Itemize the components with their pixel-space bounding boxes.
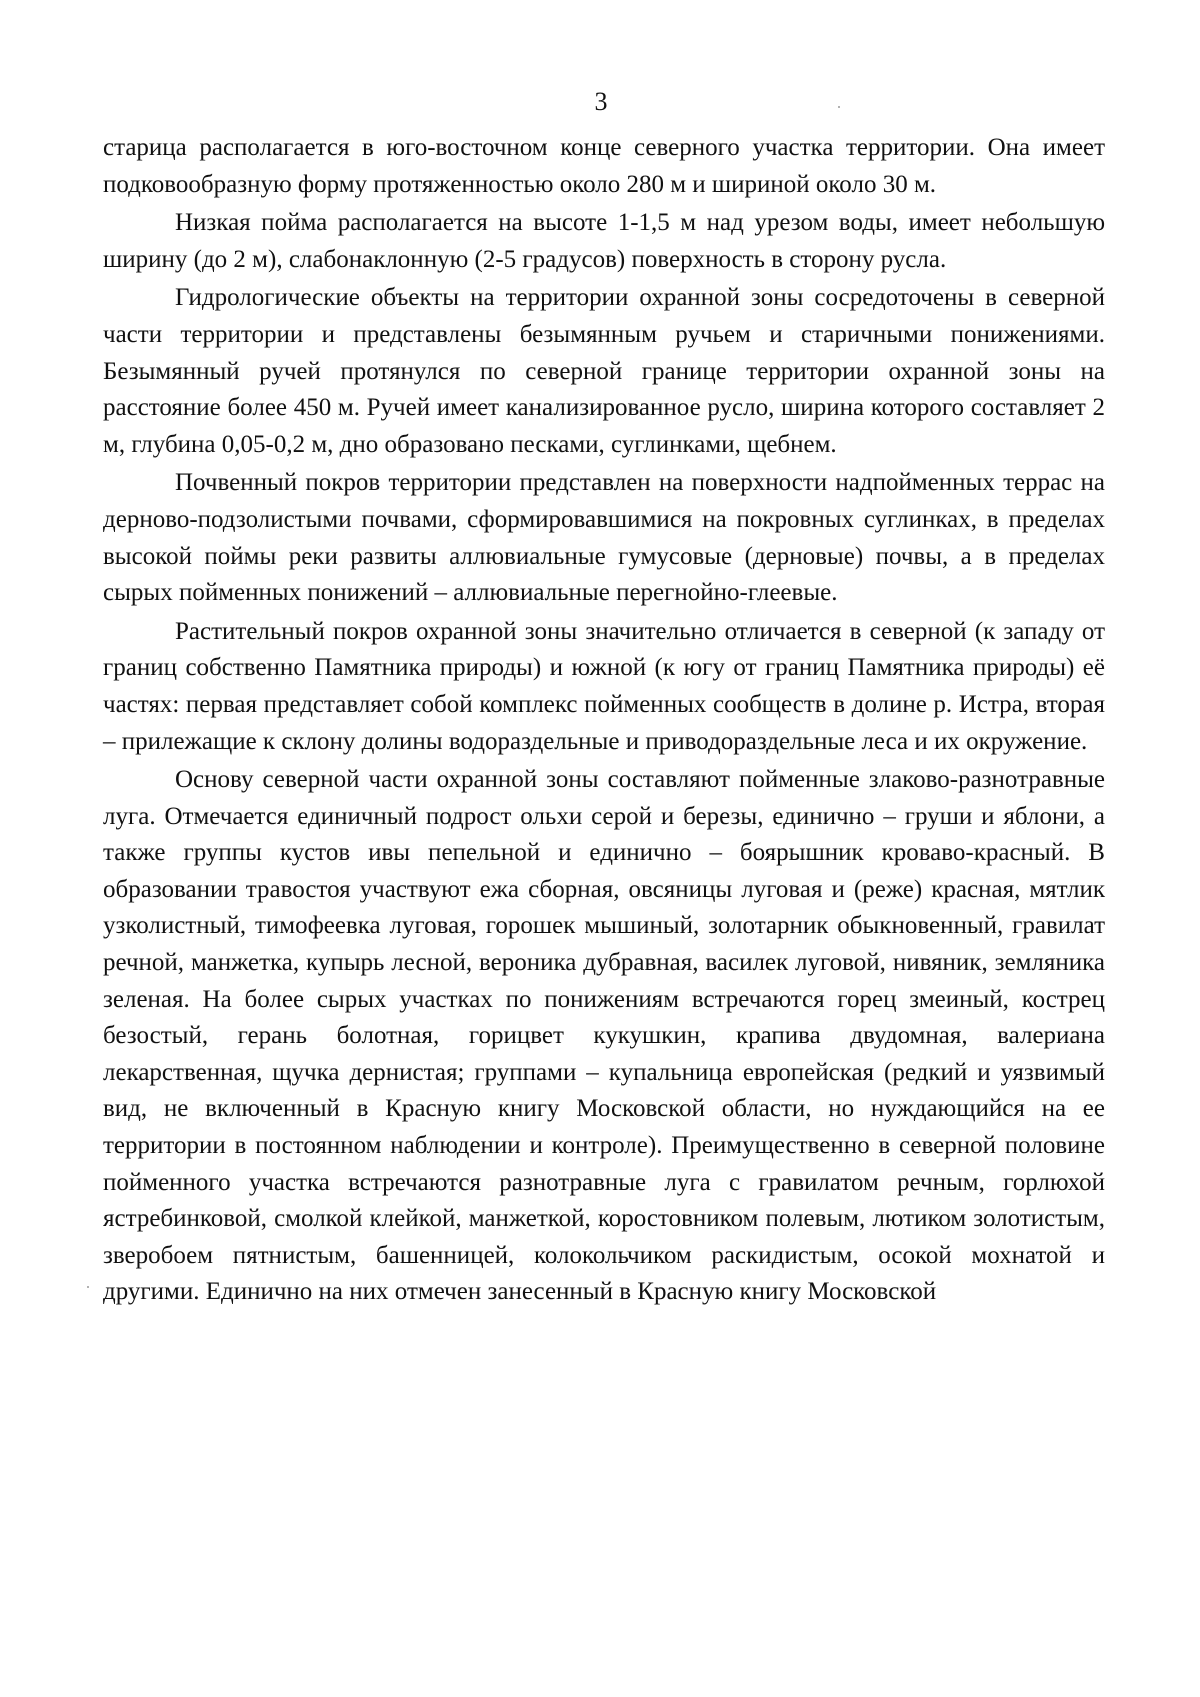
- scan-speck: [87, 1286, 89, 1288]
- body-text: [103, 130, 1105, 1313]
- page-number: 3: [594, 87, 608, 116]
- paragraph-oxbow: старица располагается в юго-восточном конце северного участка территории. Она имеет подковообразную форму протяженностью около 280 м и шириной около 30 м.: [103, 134, 1105, 198]
- paragraph-northern-meadows: Основу северной части охранной зоны составляют пойменные злаково-разнотравные луга. Отмечается единичный подрост ольхи серой и березы, единично – груши и яблони, а также группы кустов ивы пепельной и единично – боярышник кроваво-красный. В образовании травостоя участвуют ежа сборная, овсяницы луговая и (реже) красная, мятлик узколистный, тимофеевка луговая, горошек мышиный, золотарник обыкновенный, гравилат речной, манжетка, купырь лесной, вероника дубравная, василек луговой, нивяник, земляника зеленая. На более сырых участках по понижениям встречаются горец змеиный, кострец безостый, герань болотная, горицвет кукушкин, крапива двудомная, валериана лекарственная, щучка дернистая; группами – купальница европейская (редкий и уязвимый вид, не включенный в Красную книгу Московской области, но нуждающийся на ее территории в постоянном наблюдении и контроле). Преимущественно в северной половине пойменного участка встречаются разнотравные луга с гравилатом речным, горлюхой ястребинковой, смолкой клейкой, манжеткой, коростовником полевым, лютиком золотистым, зверобоем пятнистым, башенницей, колокольчиком раскидистым, осокой мохнатой и другими. Единично на них отмечен занесенный в Красную книгу Московской: [103, 766, 1105, 1306]
- paragraph-low-floodplain: Низкая пойма располагается на высоте 1-1,5 м над урезом воды, имеет небольшую ширину (до 2 м), слабонаклонную (2-5 градусов) поверхность в сторону русла.: [103, 209, 1105, 273]
- paragraph-hydrology: Гидрологические объекты на территории охранной зоны сосредоточены в северной части территории и представлены безымянным ручьем и старичными понижениями. Безымянный ручей протянулся по северной границе территории охранной зоны на расстояние более 450 м. Ручей имеет канализированное русло, ширина которого составляет 2 м, глубина 0,05-0,2 м, дно образовано песками, суглинками, щебнем.: [103, 284, 1105, 458]
- scan-speck: [838, 106, 840, 108]
- paragraph-vegetation: Растительный покров охранной зоны значительно отличается в северной (к западу от границ собственно Памятника природы) и южной (к югу от границ Памятника природы) её частях: первая представляет собой комплекс пойменных сообществ в долине р. Истра, вторая – прилежащие к склону долины водораздельные и приводораздельные леса и их окружение.: [103, 617, 1105, 755]
- paragraph-soils: Почвенный покров территории представлен на поверхности надпойменных террас на дерново-подзолистыми почвами, сформировавшимися на покровных суглинках, в пределах высокой поймы реки развиты аллювиальные гумусовые (дерновые) почвы, а в пределах сырых пойменных понижений – аллювиальные перегнойно-глеевые.: [103, 469, 1105, 607]
